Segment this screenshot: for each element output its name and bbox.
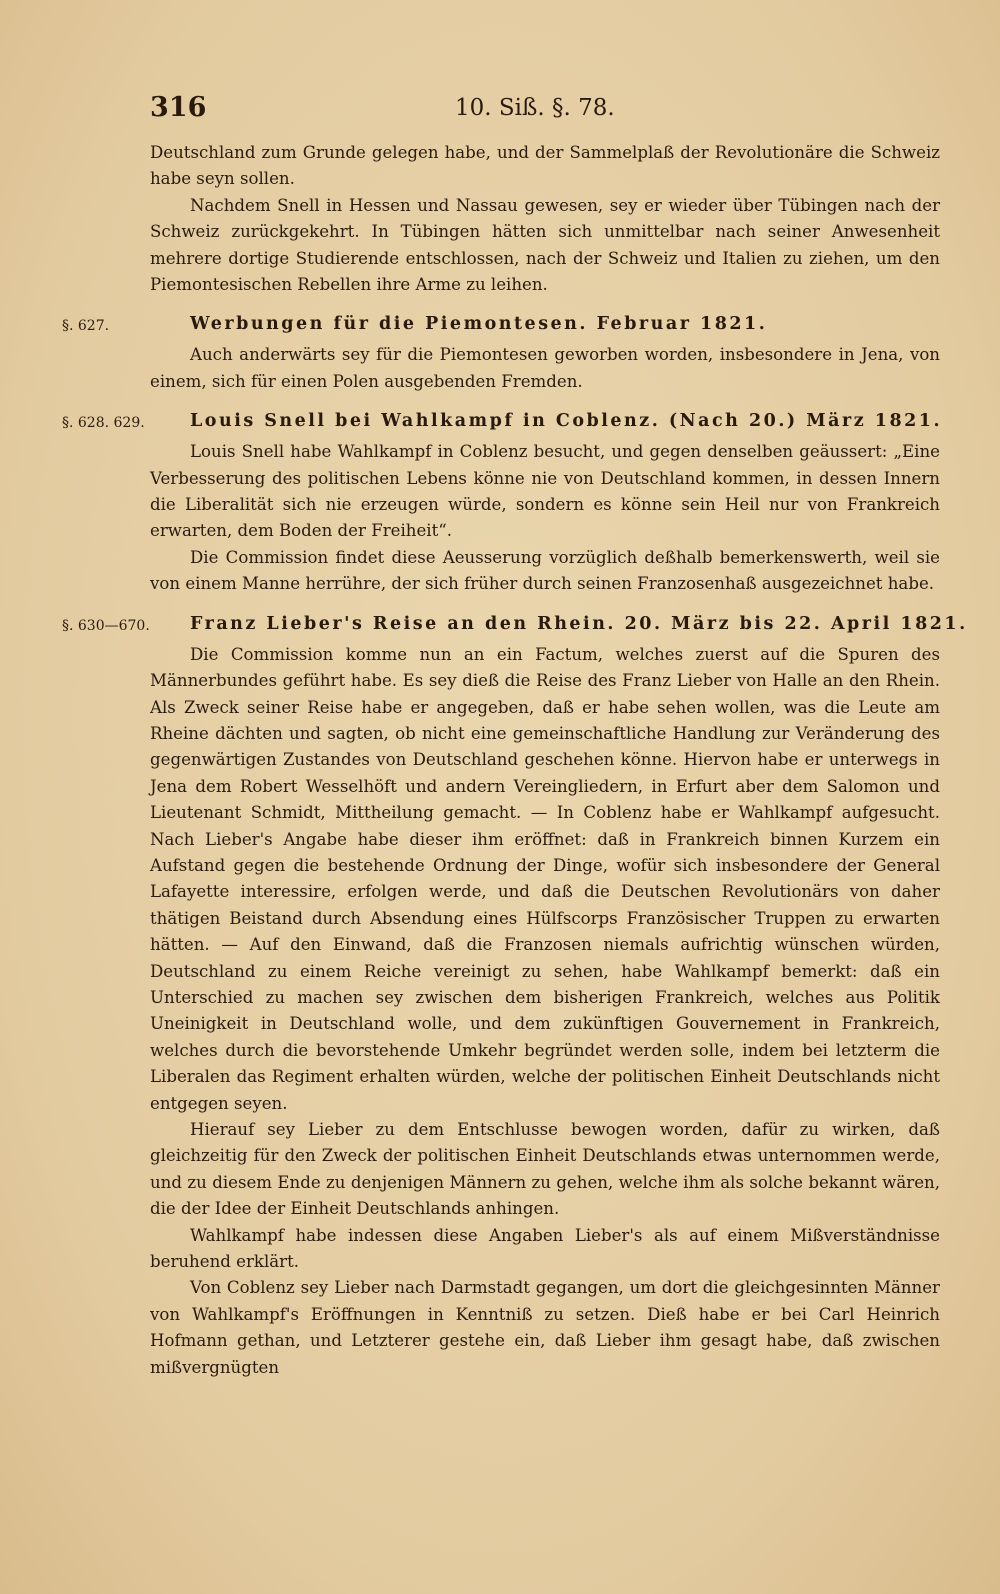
- section-paragraph: Die Commission findet diese Aeusserung vorzüglich deßhalb bemerkenswerth, weil sie von einem Manne herrühre, der sich früher durch seinen Franzosenhaß ausgezeichnet habe.: [150, 547, 940, 594]
- section-paragraph: Wahlkampf habe indessen diese Angaben Lieber's als auf einem Mißverständnisse beruhend erklärt.: [150, 1225, 940, 1272]
- paragraph-intro-1: Deutschland zum Grunde gelegen habe, und der Sammelplaß der Revolutionäre die Schweiz habe seyn sollen.: [150, 143, 940, 189]
- section-paragraph: Die Commission komme nun an ein Factum, welches zuerst auf die Spuren des Männerbundes geführt habe. Es sey dieß die Reise des Franz Lieber von Halle an den Rhein. Als Zweck seiner Reise habe er angegeben, daß er habe sehen wollen, was die Leute am Rheine dächten und sagten, ob nicht eine gemeinschaftliche Handlung zur Veränderung des gegenwärtigen Zustandes von Deutschland geschehen könne. Hiervon habe er unterwegs in Jena dem Robert Wesselhöft und andern Vereingliedern, in Erfurt aber dem Salomon und Lieutenant Schmidt, Mittheilung gemacht. — In Coblenz habe er Wahlkampf aufgesucht. Nach Lieber's Angabe habe dieser ihm eröffnet: daß in Frankreich binnen Kurzem ein Aufstand gegen die bestehende Ordnung der Dinge, wofür sich insbesondere der General Lafayette interessire, erfolgen werde, und daß die Deutschen Revolutionärs von daher thätigen Beistand durch Absendung eines Hülfscorps Französischer Truppen zu erwarten hätten. — Auf den Einwand, daß die Franzosen niemals aufrichtig wünschen würden, Deutschland zu einem Reiche vereinigt zu sehen, habe Wahlkampf bemerkt: daß ein Unterschied zu machen sey zwischen dem bisherigen Frankreich, welches aus Politik Uneinigkeit in Deutschland wolle, und dem zukünftigen Gouvernement in Frankreich, welches durch die bevorstehende Umkehr begründet werden solle, indem bei letzterm die Liberalen das Regiment erhalten würden, welche der politischen Einheit Deutschlands nicht entgegen seyen.: [150, 644, 940, 1113]
- section-title: Franz Lieber's Reise an den Rhein. 20. März bis 22. April 1821.: [190, 613, 968, 634]
- page-number: 316: [150, 92, 207, 123]
- section-heading: [62, 608, 968, 640]
- section-heading: [62, 405, 943, 437]
- section-number: §. 627.: [62, 318, 110, 335]
- section-paragraph: Von Coblenz sey Lieber nach Darmstadt gegangen, um dort die gleichgesinnten Männer von Wahlkampf's Eröffnungen in Kenntniß zu setzen. Dieß habe er bei Carl Heinrich Hofmann gethan, und Letzterer gestehe ein, daß Lieber ihm gesagt habe, daß zwischen mißvergnügten: [150, 1278, 940, 1377]
- section-heading: [62, 308, 940, 340]
- running-title: 10. Siß. §. 78.: [455, 95, 615, 121]
- body-text: [62, 140, 968, 1381]
- section-title: Louis Snell bei Wahlkampf in Coblenz. (Nach 20.) März 1821.: [190, 411, 943, 432]
- paragraph-intro-2: Nachdem Snell in Hessen und Nassau gewesen, sey er wieder über Tübingen nach der Schweiz zurückgekehrt. In Tübingen hätten sich unmittelbar nach seiner Anwesenheit mehrere dortige Studierende entschlossen, nach der Schweiz und Italien zu ziehen, um den Piemontesischen Rebellen ihre Arme zu leihen.: [150, 195, 940, 295]
- section-paragraph: Auch anderwärts sey für die Piemontesen geworben worden, insbesondere in Jena, von einem, sich für einen Polen ausgebenden Fremden.: [150, 345, 940, 391]
- section-title: Werbungen für die Piemontesen. Februar 1821.: [190, 314, 768, 335]
- section-paragraph: Louis Snell habe Wahlkampf in Coblenz besucht, und gegen denselben geäussert: „Eine Verbesserung des politischen Lebens könne nie von Deutschland kommen, in dessen Innern die Liberalität sich nie erzeugen würde, sondern es könne sein Heil nur von Frankreich erwarten, dem Boden der Freiheit“.: [150, 442, 940, 541]
- section-paragraph: Hierauf sey Lieber zu dem Entschlusse bewogen worden, dafür zu wirken, daß gleichzeitig für den Zweck der politischen Einheit Deutschlands etwas unternommen werde, und zu diesem Ende zu denjenigen Männern zu gehen, welche ihm als solche bekannt wären, die der Idee der Einheit Deutschlands anhingen.: [150, 1120, 940, 1219]
- section-628-629: [62, 405, 943, 597]
- running-head: [150, 92, 940, 132]
- section-number: §. 630—670.: [62, 617, 150, 634]
- section-number: §. 628. 629.: [62, 415, 145, 432]
- section-630-670: [62, 608, 968, 1381]
- section-627: [62, 308, 940, 395]
